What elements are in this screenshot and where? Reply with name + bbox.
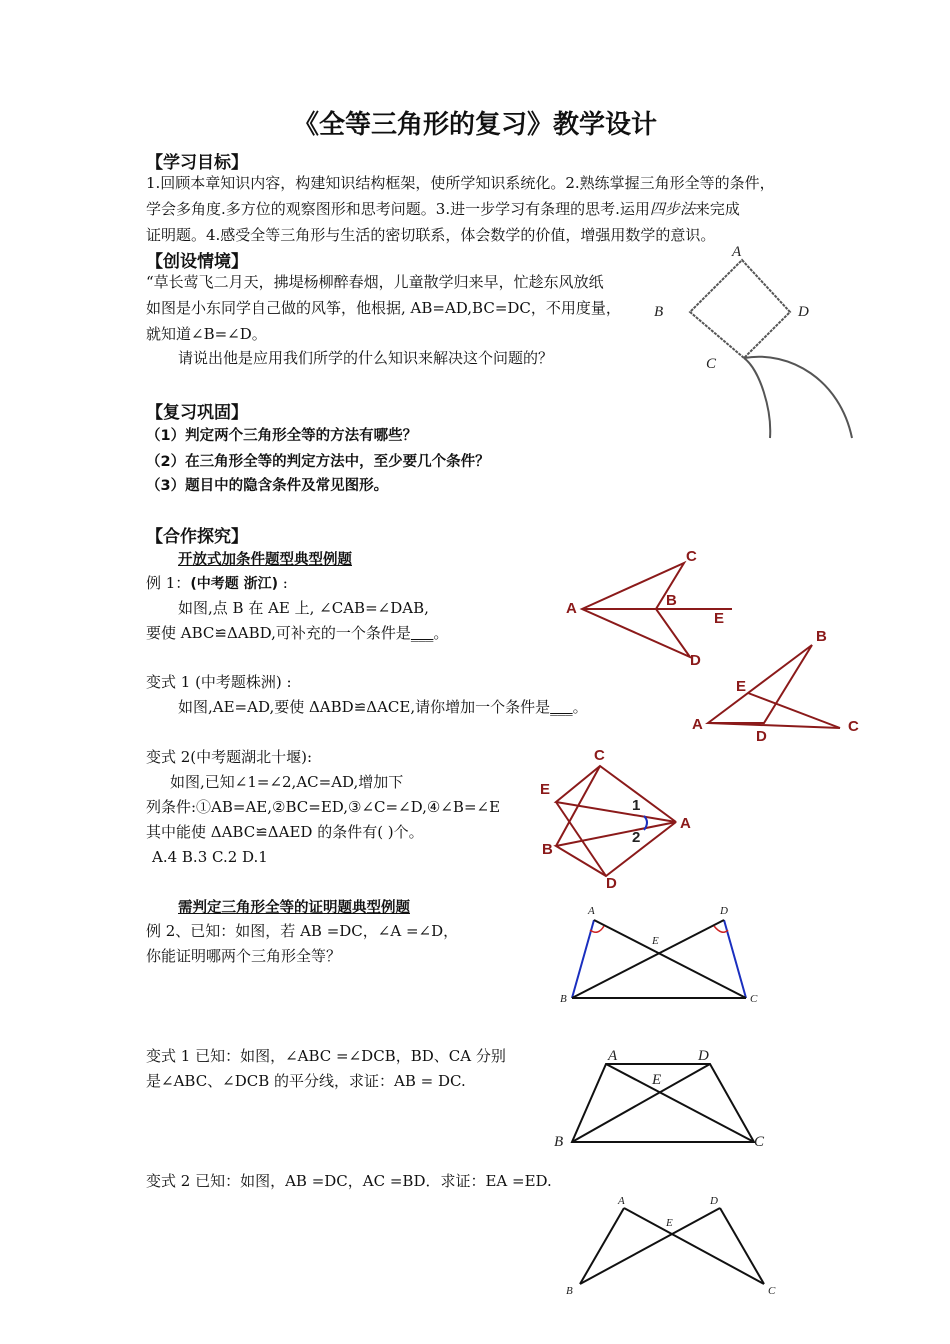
ex1-blank: ___ bbox=[410, 624, 434, 642]
kite-label-d: D bbox=[798, 304, 809, 320]
kite-label-a: A bbox=[732, 244, 742, 260]
fig2-label-b: B bbox=[816, 628, 827, 645]
fig4-label-c: C bbox=[750, 993, 758, 1005]
fig6-label-e: E bbox=[666, 1217, 673, 1229]
ex1-line-2 bbox=[146, 620, 448, 646]
var2-line-3: 其中能使 ΔABC≌ΔAED 的条件有( )个。 bbox=[146, 823, 424, 841]
kite-label-b: B bbox=[654, 304, 664, 320]
var1-line-text: 如图,AE=AD,要使 ΔABD≌ΔACE,请你增加一个条件是 bbox=[178, 698, 551, 716]
var2-line-1: 如图,已知∠1=∠2,AC=AD,增加下 bbox=[170, 773, 404, 791]
fig4-label-d: D bbox=[720, 905, 728, 917]
kite-figure bbox=[654, 240, 850, 440]
figure-example-2 bbox=[556, 900, 756, 1010]
ex1-end: 。 bbox=[433, 624, 449, 642]
ex1-title bbox=[146, 570, 288, 597]
fig1-label-d: D bbox=[690, 652, 701, 669]
scenario-line-3: 就知道∠B=∠D。 bbox=[146, 325, 267, 343]
figure-variant-2 bbox=[538, 742, 708, 892]
figure-variant-4 bbox=[564, 1192, 774, 1302]
fig5-label-b: B bbox=[554, 1134, 564, 1150]
fig2-label-d: D bbox=[756, 728, 767, 745]
goals-line-2a: 学会多角度.多方位的观察图形和思考问题。3.进一步学习有条理的思考.运用 bbox=[146, 200, 650, 218]
goals-line-1: 1.回顾本章知识内容，构建知识结构框架，使所学知识系统化。2.熟练掌握三角形全等的条件， bbox=[146, 174, 775, 192]
ex1-title-c: : bbox=[277, 574, 288, 592]
ex2-line-2: 你能证明哪两个三角形全等？ bbox=[146, 947, 342, 965]
fig1-label-a: A bbox=[566, 600, 577, 617]
var2-title: 变式 2(中考题湖北十堰): bbox=[146, 748, 313, 766]
explore-heading: 【合作探究】 bbox=[146, 527, 248, 547]
scenario-line-2: 如图是小东同学自己做的风筝，他根据, AB=AD,BC=DC，不用度量， bbox=[146, 299, 621, 317]
fig4-label-a: A bbox=[588, 905, 595, 917]
var1-blank: ___ bbox=[550, 698, 573, 716]
fig4-label-b: B bbox=[560, 993, 567, 1005]
fig6-label-d: D bbox=[710, 1195, 718, 1207]
kite-label-c: C bbox=[706, 356, 717, 372]
fig1-label-b: B bbox=[666, 592, 677, 609]
fig3-label-e: E bbox=[540, 781, 551, 798]
ex1-title-a: 例 1： bbox=[146, 574, 191, 592]
var3-line-1: 变式 1 已知：如图，∠ABC =∠DCB，BD、CA 分别 bbox=[146, 1047, 506, 1065]
fig5-label-a: A bbox=[608, 1048, 618, 1064]
fig6-label-c: C bbox=[768, 1285, 776, 1297]
scenario-line-1: “草长莺飞二月天，拂堤杨柳醉春烟，儿童散学归来早，忙趁东风放纸 bbox=[146, 273, 604, 291]
fig5-label-e: E bbox=[652, 1072, 662, 1088]
ex1-line-1: 如图,点 B 在 AE 上, ∠CAB=∠DAB, bbox=[178, 599, 429, 617]
fig6-label-b: B bbox=[566, 1285, 573, 1297]
goals-line-2 bbox=[146, 196, 740, 222]
var1-line bbox=[178, 694, 588, 720]
review-q2: （2）在三角形全等的判定方法中，至少要几个条件？ bbox=[146, 454, 490, 470]
fig5-label-d: D bbox=[698, 1048, 709, 1064]
fig2-label-e: E bbox=[736, 678, 747, 695]
ex1-line-2-text: 要使 ABC≌ΔABD,可补充的一个条件是 bbox=[146, 624, 411, 642]
goals-four-step-method: 四步法 bbox=[649, 200, 695, 218]
var2-options: A.4 B.3 C.2 D.1 bbox=[152, 848, 268, 866]
fig1-label-e: E bbox=[714, 610, 725, 627]
fig3-label-angle-2: 2 bbox=[632, 829, 641, 846]
review-heading: 【复习巩固】 bbox=[146, 403, 248, 423]
fig3-label-b: B bbox=[542, 841, 553, 858]
explore-subheading-1: 开放式加条件题型典型例题 bbox=[178, 552, 352, 568]
goals-line-2c: 来完成 bbox=[694, 200, 740, 218]
fig3-label-d: D bbox=[606, 875, 617, 892]
goals-line-3: 证明题。4.感受全等三角形与生活的密切联系，体会数学的价值，增强用数学的意识。 bbox=[146, 226, 716, 244]
fig2-label-a: A bbox=[692, 716, 703, 733]
var4-line-1: 变式 2 已知：如图，AB =DC，AC =BD．求证：EA =ED. bbox=[146, 1172, 552, 1190]
fig1-label-c: C bbox=[686, 548, 697, 565]
var1-end: 。 bbox=[572, 698, 588, 716]
fig3-label-c: C bbox=[594, 747, 605, 764]
figure-variant-3 bbox=[550, 1042, 770, 1152]
figure-variant-1 bbox=[690, 625, 870, 745]
page-title: 《全等三角形的复习》教学设计 bbox=[292, 110, 657, 140]
var1-title: 变式 1 (中考题株洲) : bbox=[146, 673, 292, 691]
review-q3: （3）题目中的隐含条件及常见图形。 bbox=[146, 478, 389, 494]
fig3-label-angle-1: 1 bbox=[632, 797, 641, 814]
var2-line-2: 列条件:①AB=AE,②BC=ED,③∠C=∠D,④∠B=∠E bbox=[146, 798, 501, 816]
fig2-label-c: C bbox=[848, 718, 859, 735]
fig5-label-c: C bbox=[754, 1134, 765, 1150]
fig3-label-a: A bbox=[680, 815, 691, 832]
var3-line-2: 是∠ABC、∠DCB 的平分线，求证：AB = DC. bbox=[146, 1072, 466, 1090]
explore-subheading-2: 需判定三角形全等的证明题典型例题 bbox=[178, 900, 410, 916]
ex1-source: (中考题 浙江) bbox=[190, 576, 278, 592]
goals-heading: 【学习目标】 bbox=[146, 153, 248, 173]
fig4-label-e: E bbox=[652, 935, 659, 947]
scenario-question: 请说出他是应用我们所学的什么知识来解决这个问题的？ bbox=[178, 349, 554, 367]
fig6-label-a: A bbox=[618, 1195, 625, 1207]
scenario-heading: 【创设情境】 bbox=[146, 252, 248, 272]
review-q1: （1）判定两个三角形全等的方法有哪些？ bbox=[146, 428, 418, 444]
ex2-line-1: 例 2、已知：如图，若 AB =DC，∠A =∠D， bbox=[146, 922, 459, 940]
